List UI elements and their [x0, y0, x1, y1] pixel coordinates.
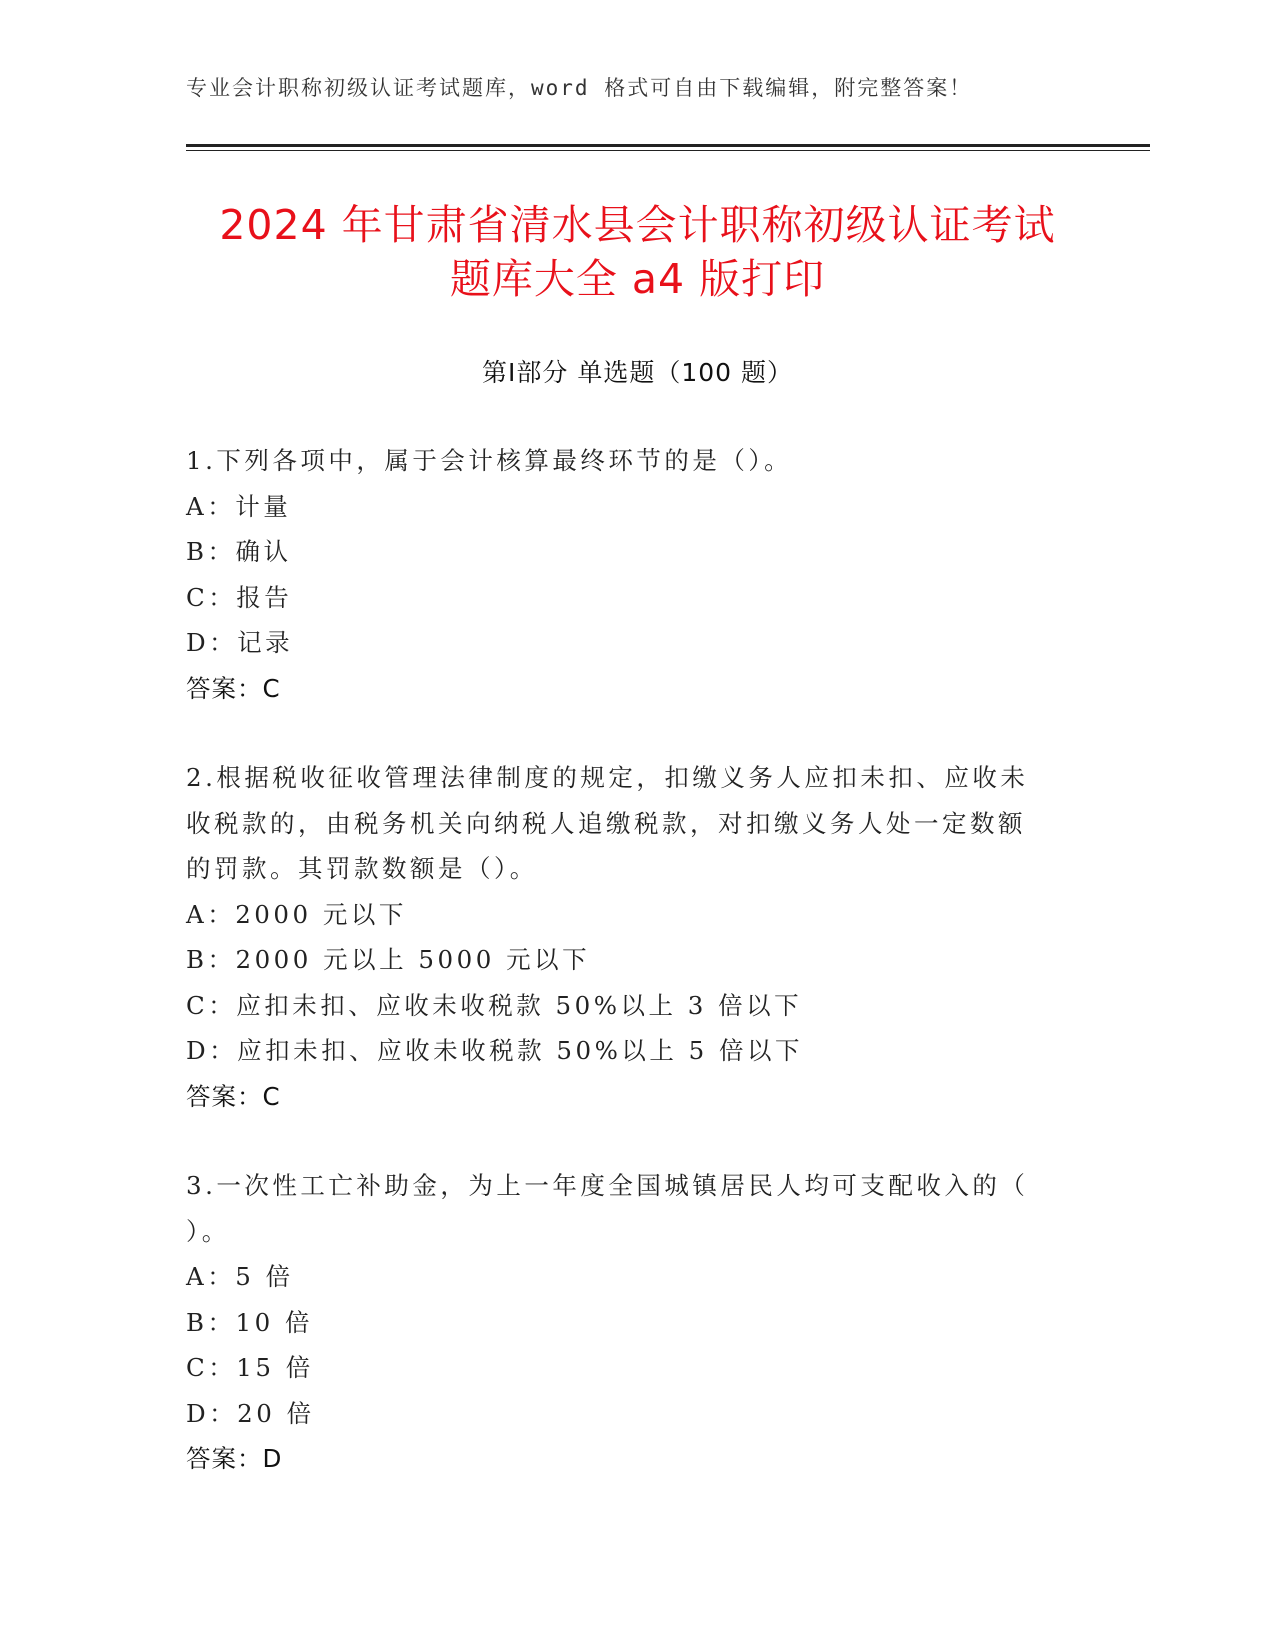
option-a: A：计量	[186, 491, 292, 521]
question-2	[186, 755, 1066, 1119]
answer: 答案：D	[186, 1444, 283, 1473]
question-list	[186, 438, 1066, 1526]
page-header: 专业会计职称初级认证考试题库，word 格式可自由下载编辑，附完整答案！	[186, 76, 973, 100]
document-title-line-1: 2024 年甘肃省清水县会计职称初级认证考试	[219, 201, 1056, 249]
question-text-line: ）。	[186, 1216, 230, 1246]
option-d: D：应扣未扣、应收未收税款 50%以上 5 倍以下	[186, 1036, 804, 1065]
header-rule-thin	[186, 150, 1150, 151]
document-title-line-2: 题库大全 a4 版打印	[449, 255, 826, 303]
question-text-line: 的罚款。其罚款数额是（）。	[186, 854, 538, 883]
header-rule-thick	[186, 144, 1150, 147]
question-3	[186, 1163, 1066, 1482]
question-text-line: 2.根据税收征收管理法律制度的规定，扣缴义务人应扣未扣、应收未	[186, 763, 1029, 792]
document-title	[150, 198, 1125, 306]
section-heading: 第Ⅰ部分 单选题（100 题）	[482, 358, 793, 387]
question-1	[186, 438, 1066, 711]
option-c: C：15 倍	[186, 1353, 314, 1382]
option-d: D：记录	[186, 628, 294, 657]
option-b: B：确认	[186, 537, 292, 566]
option-d: D：20 倍	[186, 1398, 315, 1428]
question-text-line: 3.一次性工亡补助金，为上一年度全国城镇居民人均可支配收入的（	[186, 1171, 1029, 1200]
option-b: B：2000 元以上 5000 元以下	[186, 945, 591, 974]
answer: 答案：C	[186, 1081, 281, 1111]
question-text-line: 收税款的，由税务机关向纳税人追缴税款，对扣缴义务人处一定数额	[186, 808, 1026, 838]
option-b: B：10 倍	[186, 1307, 313, 1337]
option-c: C：报告	[186, 582, 293, 612]
answer: 答案：C	[186, 673, 281, 703]
question-text-line: 1.下列各项中，属于会计核算最终环节的是（）。	[186, 446, 793, 475]
option-c: C：应扣未扣、应收未收税款 50%以上 3 倍以下	[186, 990, 803, 1020]
option-a: A：2000 元以下	[186, 899, 407, 929]
option-a: A：5 倍	[186, 1262, 294, 1291]
